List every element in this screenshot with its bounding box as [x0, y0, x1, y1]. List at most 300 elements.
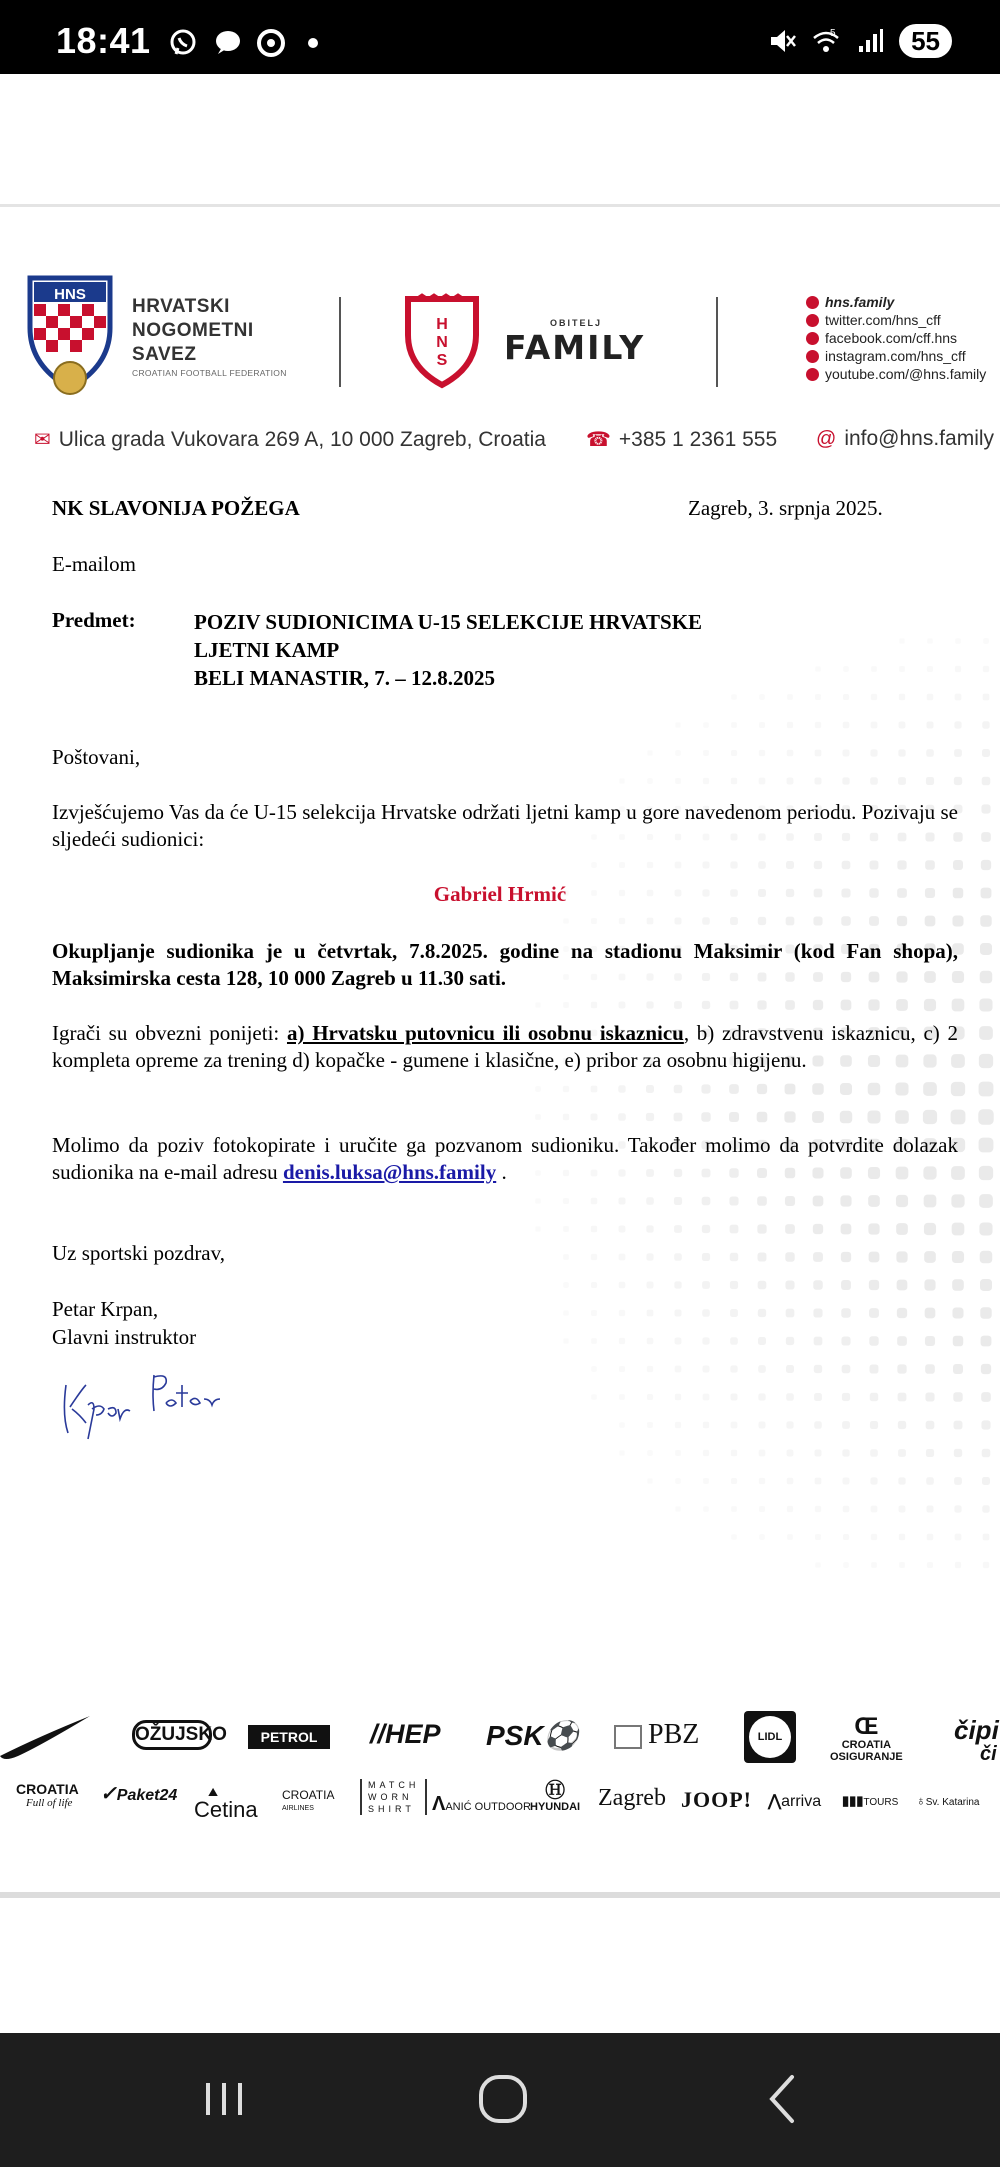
pattern-dot [979, 1138, 994, 1153]
pattern-dot [619, 1254, 626, 1261]
pattern-dot [731, 1506, 737, 1512]
subject-line: BELI MANASTIR, 7. – 12.8.2025 [194, 666, 496, 690]
pattern-dot [927, 694, 934, 701]
pattern-dot [815, 1506, 821, 1512]
pattern-dot [730, 1309, 738, 1317]
pattern-dot [563, 1198, 569, 1204]
pattern-dot [927, 1534, 934, 1541]
pattern-dot [952, 999, 965, 1012]
pattern-dot [674, 1001, 682, 1009]
pattern-dot [618, 1113, 626, 1121]
pattern-dot [591, 1198, 598, 1205]
pattern-dot [619, 1394, 625, 1400]
pattern-dot [899, 638, 904, 643]
pattern-dot [924, 1195, 937, 1208]
pattern-dot [646, 1253, 653, 1260]
pattern-dot [786, 917, 795, 926]
pattern-dot [870, 1421, 878, 1429]
pattern-dot [591, 1086, 598, 1093]
pattern-dot [899, 1534, 905, 1540]
pattern-dot [954, 1505, 961, 1512]
pattern-dot [925, 860, 935, 870]
pattern-dot [843, 750, 850, 757]
globe-icon [806, 296, 819, 309]
pattern-dot [925, 1364, 935, 1374]
pattern-dot [647, 1478, 652, 1483]
pattern-dot [843, 1534, 849, 1540]
pattern-dot [814, 1421, 822, 1429]
sponsor-lidl: LIDL [744, 1711, 796, 1763]
pattern-dot [702, 917, 710, 925]
pattern-dot [871, 666, 877, 672]
pattern-dot [731, 694, 737, 700]
pattern-dot [924, 1223, 936, 1235]
pattern-dot [674, 1197, 682, 1205]
pattern-dot [979, 1054, 993, 1068]
pattern-dot [926, 721, 933, 728]
pattern-dot [979, 1222, 992, 1235]
pattern-dot [899, 1506, 906, 1513]
pattern-dot [842, 1449, 849, 1456]
pattern-dot [955, 694, 962, 701]
facebook-icon [806, 332, 819, 345]
pattern-dot [955, 1562, 961, 1568]
pattern-dot [647, 1338, 654, 1345]
pattern-dot [675, 1478, 681, 1484]
pattern-dot [731, 1450, 737, 1456]
pattern-dot [785, 1224, 795, 1234]
pattern-dot [815, 1534, 821, 1540]
pattern-dot [841, 1336, 850, 1345]
pattern-dot [786, 1337, 794, 1345]
pattern-dot [785, 1280, 794, 1289]
pattern-dot [951, 1194, 964, 1207]
sponsor-croatia-full-of-life: CROATIA Full of life [16, 1781, 79, 1809]
pattern-dot [758, 917, 766, 925]
pattern-dot [731, 1478, 737, 1484]
pattern-dot [954, 749, 962, 757]
pattern-dot [731, 1394, 738, 1401]
pattern-dot [619, 1450, 624, 1455]
pattern-dot [924, 999, 936, 1011]
wifi-badge: 5 [830, 28, 836, 39]
instagram-icon [806, 350, 819, 363]
pattern-dot [813, 1224, 823, 1234]
sponsor-joop: JOOP! [681, 1787, 752, 1812]
home-button[interactable] [473, 2069, 533, 2129]
pattern-dot [952, 1279, 964, 1291]
svg-text:S: S [436, 352, 448, 369]
pattern-dot [703, 778, 709, 784]
greeting: Poštovani, [52, 745, 141, 769]
pattern-dot [758, 1309, 766, 1317]
pattern-dot [871, 1562, 877, 1568]
pattern-dot [591, 1394, 597, 1400]
pattern-dot [898, 777, 906, 785]
subject [194, 608, 702, 692]
pattern-dot [702, 1225, 710, 1233]
closing: Uz sportski pozdrav, [52, 1241, 226, 1265]
org-name [132, 295, 254, 367]
twitter-icon [806, 314, 819, 327]
pattern-dot [981, 860, 991, 870]
pattern-dot [730, 1253, 739, 1262]
pattern-dot [619, 1366, 625, 1372]
subject-line: LJETNI KAMP [194, 638, 340, 662]
pattern-dot [982, 749, 990, 757]
pattern-dot [897, 916, 907, 926]
pattern-dot [954, 1477, 962, 1485]
pattern-dot [843, 1562, 849, 1568]
pattern-dot [980, 943, 992, 955]
pattern-dot [646, 1197, 654, 1205]
pattern-dot [870, 1365, 879, 1374]
pattern-dot [785, 1084, 796, 1095]
pattern-dot [787, 722, 793, 728]
pattern-dot [983, 638, 989, 644]
pattern-dot [814, 1393, 822, 1401]
signer-name: Petar Krpan, [52, 1297, 159, 1321]
pattern-dot [815, 694, 821, 700]
sponsor-petrol: PETROL [248, 1725, 330, 1749]
family-title: FAMILY [504, 328, 646, 367]
recent-apps-button[interactable] [194, 2069, 254, 2129]
pattern-dot [954, 1421, 963, 1430]
clock: 18:41 [56, 20, 151, 61]
pattern-dot [952, 1251, 964, 1263]
pattern-dot [899, 694, 905, 700]
sponsor-croatia-airlines: CROATIA AIRLINES [282, 1788, 335, 1812]
pattern-dot [868, 1083, 881, 1096]
sponsor-sv-katarina: ♁Sv. Katarina [916, 1793, 980, 1808]
pattern-dot [979, 1082, 994, 1097]
social-item[interactable]: youtube.com/@hns.family [806, 365, 986, 383]
pattern-dot [729, 1084, 739, 1094]
pattern-dot [647, 1282, 654, 1289]
pattern-dot [898, 1477, 905, 1484]
pattern-dot [675, 862, 682, 869]
pattern-dot [980, 1279, 992, 1291]
pattern-dot [981, 832, 991, 842]
pattern-dot [535, 1226, 540, 1231]
pattern-dot [814, 1449, 821, 1456]
pattern-dot [982, 1505, 989, 1512]
pattern-dot [759, 778, 766, 785]
pattern-dot [785, 1000, 795, 1010]
pattern-dot [535, 1198, 541, 1204]
pattern-dot [619, 1422, 625, 1428]
pattern-dot [899, 666, 905, 672]
family-shield-icon [402, 293, 482, 389]
svg-text:N: N [436, 334, 448, 351]
pattern-dot [619, 1338, 625, 1344]
pattern-dot [702, 1253, 710, 1261]
pattern-dot [926, 749, 934, 757]
pattern-dot [730, 1281, 738, 1289]
sponsor-cetina: ⛰ Cetina [194, 1785, 258, 1822]
letter-page [0, 204, 1000, 1898]
pattern-dot [927, 1562, 933, 1568]
pattern-dot [591, 918, 597, 924]
pattern-dot [703, 1422, 709, 1428]
pattern-dot [729, 1196, 738, 1205]
social-item[interactable]: hns.family [806, 293, 986, 311]
battery-indicator: 55 [899, 24, 952, 58]
request-end: . [496, 1160, 507, 1184]
pattern-dot [868, 1223, 879, 1234]
pattern-dot [703, 1478, 709, 1484]
pattern-dot [841, 916, 850, 925]
wifi-icon [811, 26, 841, 56]
pattern-dot [899, 1562, 905, 1568]
pattern-dot [843, 666, 849, 672]
pattern-dot [591, 1226, 597, 1232]
pattern-dot [978, 1109, 993, 1124]
pattern-dot [840, 1195, 851, 1206]
pattern-dot [757, 1196, 767, 1206]
social-item[interactable]: twitter.com/hns_cff [806, 311, 986, 329]
pattern-dot [870, 749, 877, 756]
request-paragraph [52, 1132, 958, 1186]
hns-logo-icon [20, 270, 120, 398]
pattern-dot [955, 638, 961, 644]
sponsor-zagreb: Zagreb [598, 1785, 666, 1811]
pattern-dot [784, 1111, 795, 1122]
pattern-dot [619, 1310, 625, 1316]
pattern-dot [815, 750, 822, 757]
pattern-dot [730, 1337, 738, 1345]
pattern-dot [563, 1086, 569, 1092]
pattern-dot [955, 1534, 962, 1541]
pattern-dot [896, 1223, 908, 1235]
pattern-dot [758, 1337, 766, 1345]
pattern-dot [703, 722, 709, 728]
pattern-dot [786, 1421, 793, 1428]
pattern-dot [842, 861, 851, 870]
pattern-dot [980, 1251, 993, 1264]
pattern-dot [954, 777, 962, 785]
pattern-dot [842, 1421, 850, 1429]
pattern-dot [982, 777, 991, 786]
pattern-dot [926, 1421, 935, 1430]
shield-letters: HNS [54, 286, 86, 303]
pattern-dot [813, 1000, 823, 1010]
sponsor-arriva: ⋀arriva [768, 1793, 822, 1810]
pattern-dot [925, 1392, 934, 1401]
pattern-dot [731, 778, 737, 784]
pattern-dot [841, 1280, 851, 1290]
handwritten-signature [58, 1365, 228, 1445]
pattern-dot [703, 1394, 710, 1401]
pattern-dot [619, 1282, 626, 1289]
pattern-dot [731, 1422, 738, 1429]
pattern-dot [591, 1338, 597, 1344]
pattern-dot [898, 1449, 906, 1457]
pattern-dot [701, 1112, 710, 1121]
pattern-dot [787, 1450, 794, 1457]
email-link[interactable]: denis.luksa@hns.family [282, 1160, 497, 1184]
pattern-dot [674, 1309, 681, 1316]
chrome-icon [256, 28, 286, 58]
social-item[interactable]: instagram.com/hns_cff [806, 347, 986, 365]
pattern-dot [535, 1002, 540, 1007]
pattern-dot [563, 1338, 568, 1343]
pattern-dot [895, 1082, 908, 1095]
pattern-dot [813, 1280, 822, 1289]
pattern-dot [647, 778, 653, 784]
pattern-dot [896, 1251, 907, 1262]
family-small-label: OBITELJ [550, 318, 603, 328]
phone-line: ☎ +385 1 2361 555 [586, 427, 778, 451]
pattern-dot [759, 694, 765, 700]
back-button[interactable] [754, 2069, 814, 2129]
pattern-dot [897, 1308, 907, 1318]
pattern-dot [926, 1477, 934, 1485]
sponsor-psk: PSK⚽ [486, 1720, 579, 1751]
pattern-dot [870, 1449, 878, 1457]
pattern-dot [758, 861, 766, 869]
pattern-dot [731, 722, 737, 728]
pattern-dot [591, 1002, 597, 1008]
pattern-dot [871, 722, 878, 729]
pattern-dot [980, 1307, 991, 1318]
pattern-dot [619, 778, 624, 783]
pattern-dot [759, 1422, 766, 1429]
pattern-dot [646, 1225, 653, 1232]
pattern-dot [701, 1084, 710, 1093]
sponsor-hep: //HEP [370, 1719, 441, 1749]
pattern-dot [871, 694, 877, 700]
pattern-dot [702, 1337, 709, 1344]
pattern-dot [979, 1166, 993, 1180]
pattern-dot [591, 1254, 597, 1260]
pattern-dot [730, 917, 738, 925]
pattern-dot [619, 862, 625, 868]
sponsor-hyundai: Ⓗ HYUNDAI [530, 1780, 581, 1813]
notification-icons [168, 28, 318, 58]
pattern-dot [619, 1226, 626, 1233]
pattern-dot [871, 1534, 877, 1540]
address-line: ✉ Ulica grada Vukovara 269 A, 10 000 Zagreb, Croatia [34, 427, 546, 451]
navigation-bar [0, 2033, 1000, 2167]
signal-icon [855, 26, 885, 56]
signer-title: Glavni instruktor [52, 1325, 197, 1349]
pattern-dot [897, 1336, 907, 1346]
pattern-dot [812, 1111, 824, 1123]
pattern-dot [981, 1336, 992, 1347]
pattern-dot [675, 1394, 681, 1400]
pattern-dot [951, 1082, 965, 1096]
pattern-dot [843, 1478, 850, 1485]
pattern-dot [730, 1225, 739, 1234]
pattern-dot [619, 1002, 626, 1009]
pattern-dot [815, 1562, 821, 1568]
sponsor-croatia-osiguranje: Œ CROATIA OSIGURANJE [830, 1713, 903, 1763]
social-item[interactable]: facebook.com/cff.hns [806, 329, 986, 347]
sponsor-cipi: čipi [954, 1715, 999, 1745]
pattern-dot [759, 1506, 765, 1512]
pattern-dot [675, 1366, 682, 1373]
sponsor-anic-outdoor: ΛANIĆ OUTDOOR [432, 1793, 531, 1815]
pattern-dot [787, 750, 794, 757]
pattern-dot [841, 1224, 852, 1235]
pattern-dot [813, 1252, 823, 1262]
pattern-dot [787, 1478, 794, 1485]
org-line: NOGOMETNI [132, 320, 254, 341]
pattern-dot [618, 1197, 625, 1204]
pattern-dot [759, 722, 765, 728]
pattern-dot [646, 1001, 653, 1008]
dot-pattern-decoration [440, 627, 1000, 1627]
pattern-dot [869, 1280, 879, 1290]
pattern-dot [843, 694, 849, 700]
pattern-dot [759, 1450, 766, 1457]
pattern-dot [786, 1393, 794, 1401]
pattern-dot [674, 1281, 681, 1288]
pattern-dot [647, 1394, 653, 1400]
pattern-dot [868, 1195, 880, 1207]
sponsor-ozujsko: OŽUJSKO [132, 1720, 212, 1750]
social-links [806, 293, 986, 383]
divider [716, 297, 718, 387]
pattern-dot [952, 1223, 965, 1236]
pattern-dot [983, 694, 990, 701]
pattern-dot [702, 1001, 710, 1009]
pattern-dot [814, 1337, 823, 1346]
pattern-dot [591, 862, 597, 868]
pattern-dot [925, 1336, 935, 1346]
pattern-dot [869, 1252, 880, 1263]
delivery-method: E-mailom [52, 552, 136, 576]
pattern-dot [841, 1308, 850, 1317]
sponsor-tours: ▮▮▮TOURS [842, 1793, 899, 1808]
pattern-dot [896, 999, 908, 1011]
pattern-dot [926, 777, 934, 785]
pattern-dot [786, 861, 794, 869]
pattern-dot [870, 1393, 879, 1402]
pattern-dot [896, 1195, 908, 1207]
pattern-dot [954, 1449, 962, 1457]
sponsor-match-worn-shirt: MATCH WORN SHIRT [360, 1779, 427, 1815]
pattern-dot [955, 666, 961, 672]
pattern-dot [983, 1562, 989, 1568]
pattern-dot [758, 1253, 767, 1262]
pattern-dot [757, 1000, 766, 1009]
pattern-dot [675, 722, 680, 727]
pattern-dot [814, 1365, 822, 1373]
pattern-dot [869, 1308, 879, 1318]
pattern-dot [591, 1310, 597, 1316]
pattern-dot [563, 918, 569, 924]
phone-icon: ☎ [586, 429, 611, 451]
pattern-dot [757, 1112, 768, 1123]
pattern-dot [646, 1113, 654, 1121]
pattern-dot [758, 1365, 766, 1373]
pattern-dot [813, 1308, 822, 1317]
pattern-dot [647, 862, 653, 868]
pattern-dot [812, 1083, 823, 1094]
pattern-dot [843, 1506, 850, 1513]
pattern-dot [926, 1505, 933, 1512]
sponsor-paket24: ✓Paket24 [100, 1783, 178, 1805]
pattern-dot [842, 777, 849, 784]
pattern-dot [759, 750, 765, 756]
chat-bubble-icon [212, 28, 242, 58]
pattern-dot [868, 1111, 881, 1124]
pattern-dot [563, 1310, 569, 1316]
pattern-dot [841, 1000, 852, 1011]
pattern-dot [730, 1365, 737, 1372]
